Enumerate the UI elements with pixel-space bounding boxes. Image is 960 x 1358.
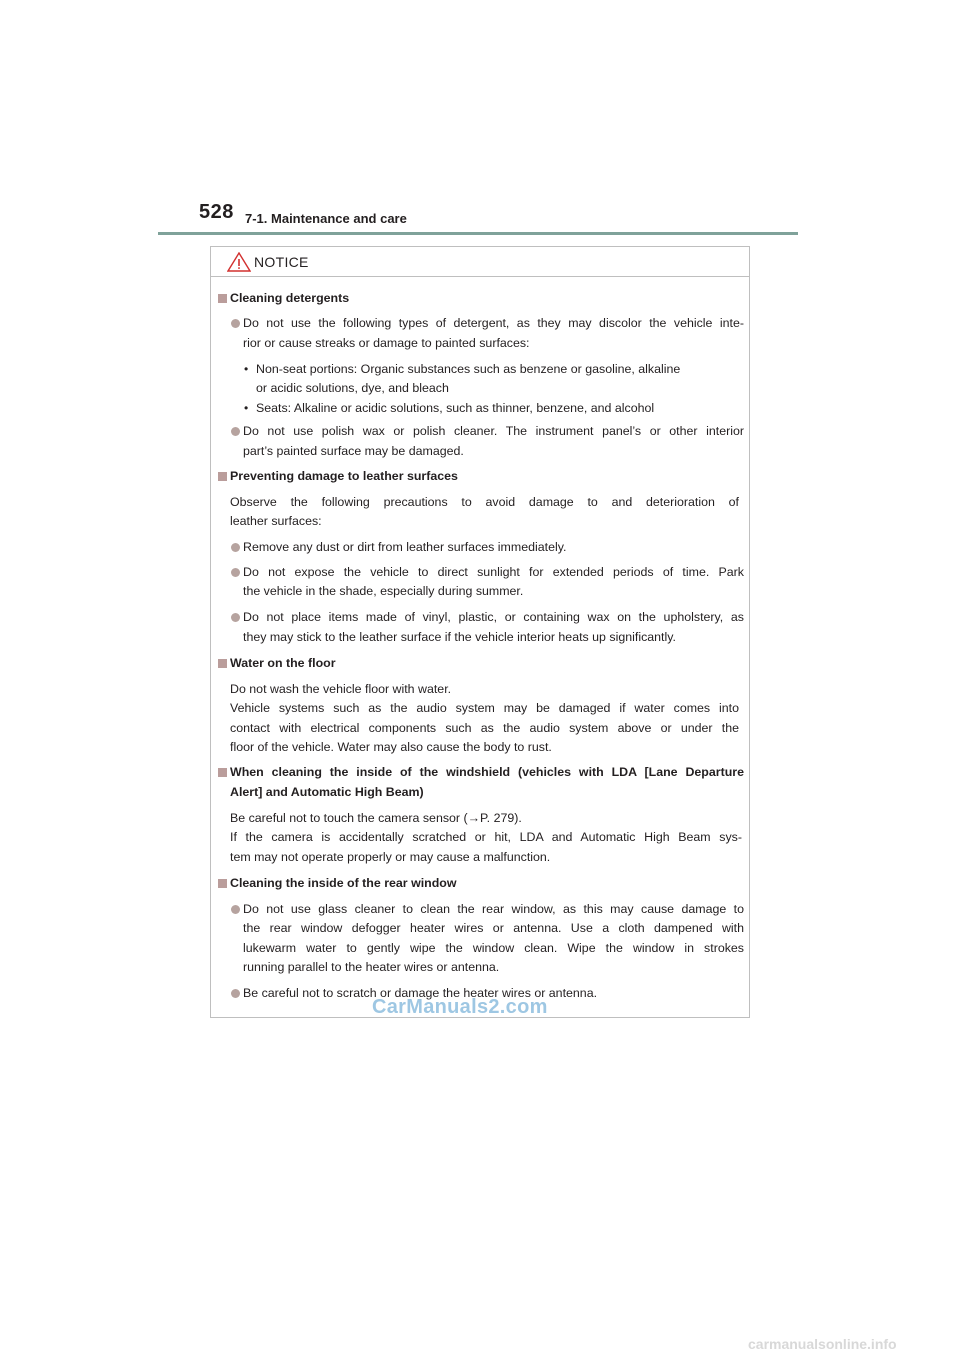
detergents-bullet1-line2: rior or cause streaks or damage to painted surfaces: <box>243 336 530 350</box>
rear-bullet2-line1: Be careful not to scratch or damage the heater wires or antenna. <box>243 986 598 1000</box>
leather-bullet2-line1: Do not expose the vehicle to direct sunlight for extended periods of time. Park <box>243 565 744 579</box>
sub-bullet: • <box>244 401 249 415</box>
section-square-icon <box>218 768 227 777</box>
detergents-bullet1-line1: Do not use the following types of detergent, as they may discolor the vehicle inte- <box>243 316 744 330</box>
detergents-sub1-line2: or acidic solutions, dye, and bleach <box>256 381 449 395</box>
rear-bullet1-line2: the rear window defogger heater wires or antenna. Use a cloth dampened with <box>243 921 744 935</box>
water-para-line2: Vehicle systems such as the audio system may be damaged if water comes into <box>230 701 739 715</box>
warning-triangle-icon <box>227 252 251 272</box>
rear-bullet1-line1: Do not use glass cleaner to clean the rear window, as this may cause damage to <box>243 902 744 916</box>
bullet-dot-icon <box>231 989 240 998</box>
leather-bullet2-line2: the vehicle in the shade, especially during summer. <box>243 584 524 598</box>
windshield-para-line3: tem may not operate properly or may cause a malfunction. <box>230 850 551 864</box>
bullet-dot-icon <box>231 319 240 328</box>
heading-rear-window: Cleaning the inside of the rear window <box>230 876 457 890</box>
windshield-para-line1-text: Be careful not to touch the camera sensor ( <box>230 811 468 825</box>
page-number: 528 <box>199 201 234 223</box>
windshield-para-line2: If the camera is accidentally scratched or hit, LDA and Automatic High Beam sys- <box>230 830 742 844</box>
water-para-line3: contact with electrical components such as the audio system above or under the <box>230 721 739 735</box>
detergents-bullet2-line1: Do not use polish wax or polish cleaner. The instrument panel’s or other interior <box>243 424 744 438</box>
section-title: 7-1. Maintenance and care <box>245 211 407 226</box>
page-header <box>0 0 960 240</box>
heading-cleaning-detergents: Cleaning detergents <box>230 291 350 305</box>
section-square-icon <box>218 294 227 303</box>
bullet-dot-icon <box>231 568 240 577</box>
section-square-icon <box>218 659 227 668</box>
heading-windshield-line1: When cleaning the inside of the windshield (vehicles with LDA [Lane Departure <box>230 765 744 779</box>
bullet-dot-icon <box>231 427 240 436</box>
sub-bullet: • <box>244 362 249 376</box>
rear-bullet1-line4: running parallel to the heater wires or antenna. <box>243 960 500 974</box>
leather-para-line1: Observe the following precautions to avoid damage to and deterioration of <box>230 495 739 509</box>
windshield-para-line1 <box>230 809 522 827</box>
page-ref-arrow-icon: → <box>467 811 481 825</box>
section-square-icon <box>218 472 227 481</box>
notice-header <box>211 247 749 277</box>
notice-title: NOTICE <box>254 254 309 270</box>
bullet-dot-icon <box>231 613 240 622</box>
detergents-sub2-line1: Seats: Alkaline or acidic solutions, such as thinner, benzene, and alcohol <box>256 401 655 415</box>
rear-bullet1-line3: lukewarm water to gently wipe the window clean. Wipe the window in strokes <box>243 941 744 955</box>
notice-box <box>210 246 750 1018</box>
header-rule <box>158 232 798 235</box>
heading-leather: Preventing damage to leather surfaces <box>230 469 458 483</box>
detergents-bullet2-line2: part’s painted surface may be damaged. <box>243 444 464 458</box>
leather-bullet3-line1: Do not place items made of vinyl, plastic, or containing wax on the upholstery, as <box>243 610 744 624</box>
water-para-line4: floor of the vehicle. Water may also cause the body to rust. <box>230 740 552 754</box>
section-square-icon <box>218 879 227 888</box>
leather-bullet3-line2: they may stick to the leather surface if the vehicle interior heats up significantly. <box>243 630 676 644</box>
page-reference-link[interactable]: P. 279). <box>480 811 522 825</box>
footer-watermark: carmanualsonline.info <box>748 1336 897 1352</box>
heading-windshield-line2: Alert] and Automatic High Beam) <box>230 785 424 799</box>
leather-para-line2: leather surfaces: <box>230 514 322 528</box>
watermark-logo: CarManuals2.com <box>372 996 548 1018</box>
leather-bullet1-line1: Remove any dust or dirt from leather surfaces immediately. <box>243 540 567 554</box>
bullet-dot-icon <box>231 543 240 552</box>
water-para-line1: Do not wash the vehicle floor with water. <box>230 682 452 696</box>
bullet-dot-icon <box>231 905 240 914</box>
detergents-sub1-line1: Non-seat portions: Organic substances such as benzene or gasoline, alkaline <box>256 362 681 376</box>
heading-water: Water on the floor <box>230 656 336 670</box>
